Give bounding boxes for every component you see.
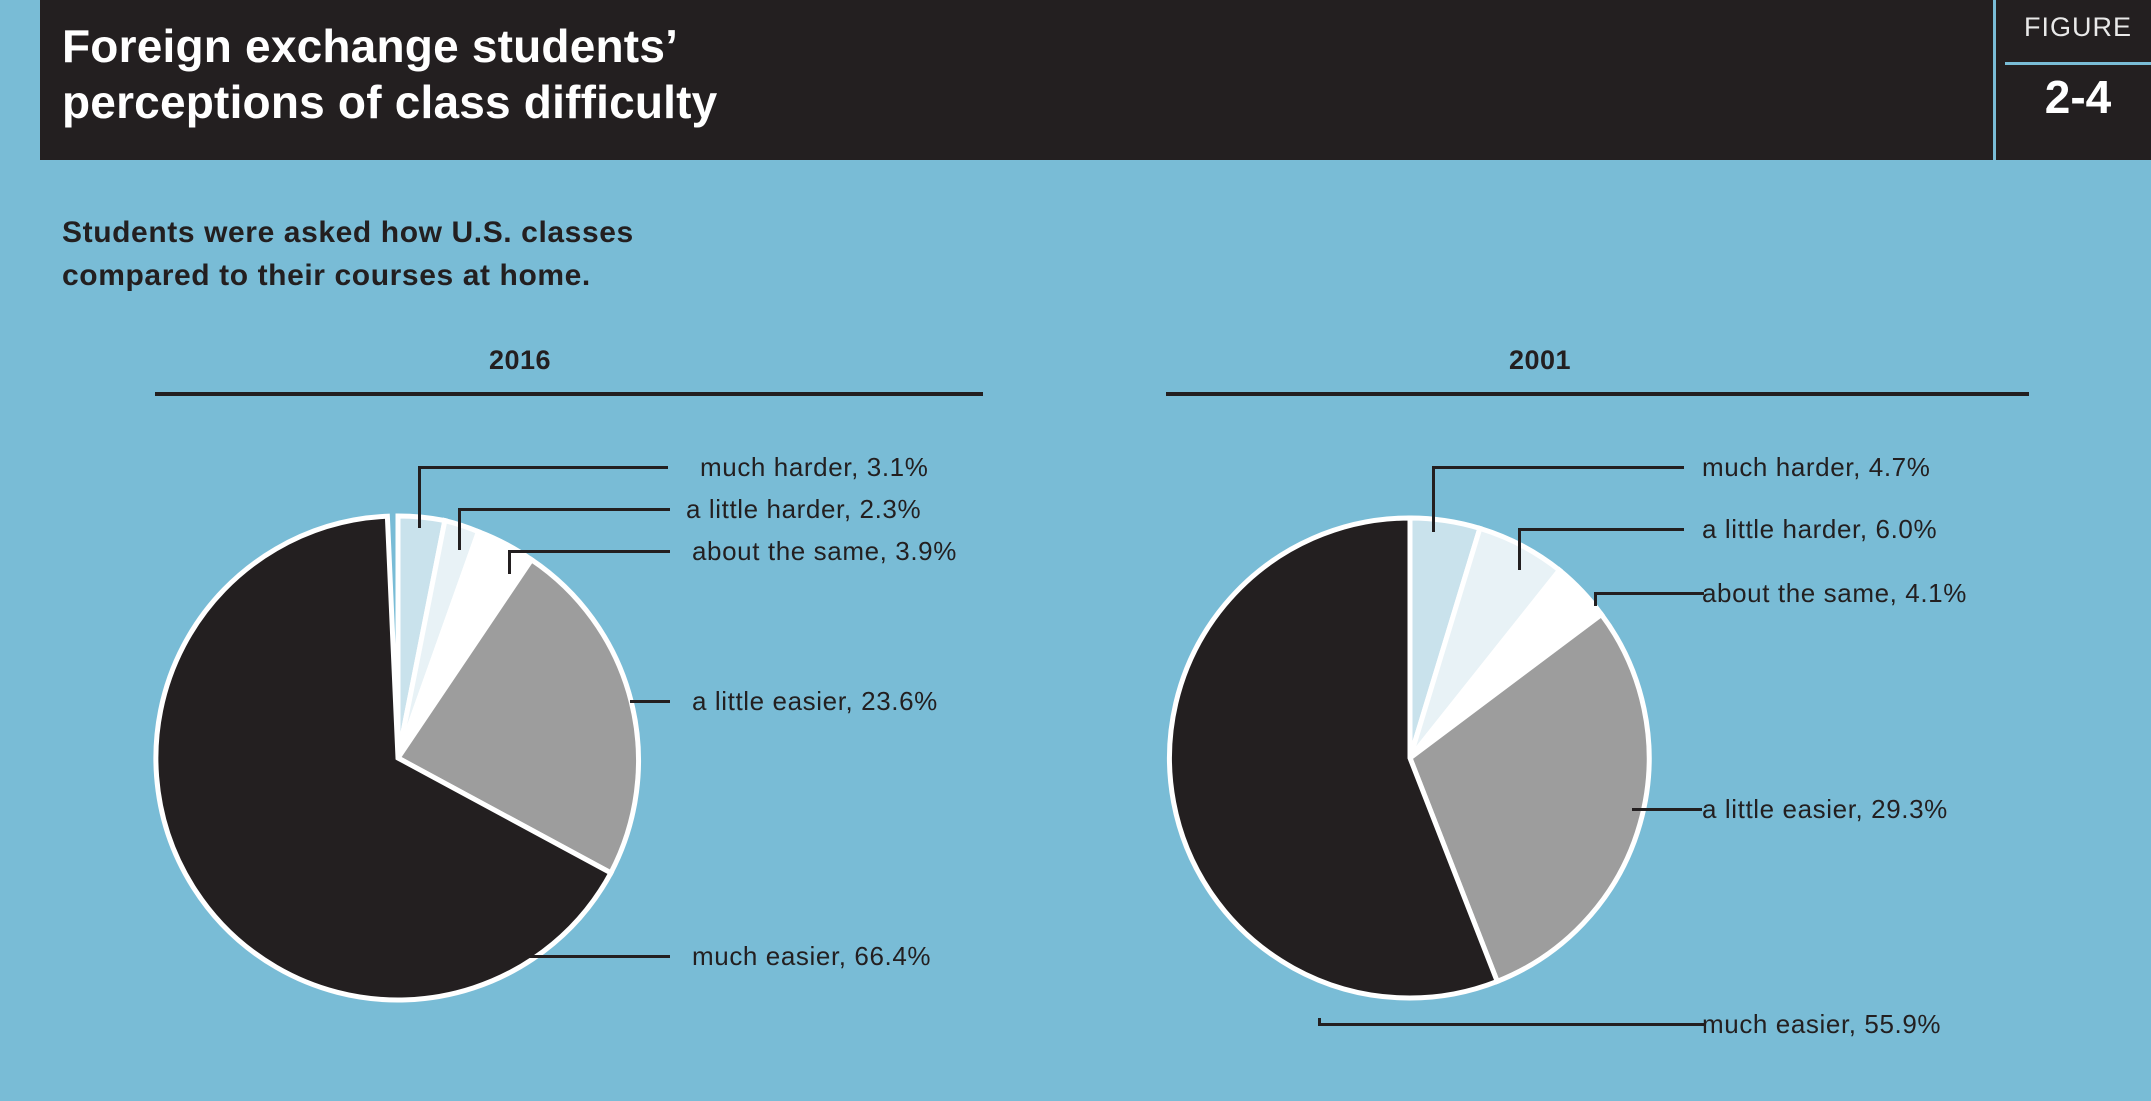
leader-much-harder-2001 (1432, 466, 1435, 532)
leader-about-the-same-h-2001 (1594, 592, 1704, 595)
pie-chart-2001 (1142, 490, 1682, 1030)
panel-rule-2016 (155, 392, 983, 396)
label-much-harder-2016: much harder, 3.1% (700, 452, 929, 482)
leader-a-little-harder-h-2016 (458, 508, 670, 511)
label-much-harder-2001: much harder, 4.7% (1702, 452, 1931, 482)
label-a-little-harder-2016: a little harder, 2.3% (686, 494, 922, 524)
panel-title-2001: 2001 (1508, 345, 1572, 375)
label-much-easier-2016: much easier, 66.4% (692, 941, 932, 971)
leader-much-easier-h-2001 (1318, 1023, 1704, 1026)
label-much-easier-2001: much easier, 55.9% (1702, 1009, 1942, 1039)
subtitle-line1: Students were asked how U.S. classes (62, 216, 634, 249)
page-title (62, 18, 1962, 130)
leader-much-harder-2016 (418, 466, 421, 528)
figure-number: 2-4 (2044, 71, 2112, 123)
leader-a-little-harder-h-2001 (1518, 528, 1684, 531)
label-a-little-easier-2016: a little easier, 23.6% (692, 686, 938, 716)
leader-about-the-same-h-2016 (508, 550, 670, 553)
leader-a-little-easier-2001 (1632, 808, 1702, 811)
leader-much-easier-2016 (520, 955, 670, 958)
leader-a-little-harder-2016 (458, 508, 461, 550)
leader-a-little-easier-2016 (630, 700, 670, 703)
label-a-little-harder-2001: a little harder, 6.0% (1702, 514, 1938, 544)
figure-divider (1993, 0, 1996, 160)
label-about-the-same-2001: about the same, 4.1% (1702, 578, 1967, 608)
figure-rule (2005, 62, 2151, 65)
leader-a-little-harder-2001 (1518, 528, 1521, 570)
subtitle (62, 212, 634, 297)
leader-much-harder-h-2016 (418, 466, 668, 469)
figure-word: FIGURE (2023, 12, 2132, 42)
page-title-line1: Foreign exchange students’ (62, 20, 679, 72)
subtitle-line2: compared to their courses at home. (62, 258, 591, 292)
label-about-the-same-2016: about the same, 3.9% (692, 536, 957, 566)
label-a-little-easier-2001: a little easier, 29.3% (1702, 794, 1948, 824)
pie-chart-2016 (130, 490, 670, 1030)
panel-title-2016: 2016 (488, 345, 552, 375)
page-title-line2: perceptions of class difficulty (62, 76, 718, 129)
leader-much-harder-h-2001 (1432, 466, 1684, 469)
leader-about-the-same-2016 (508, 550, 511, 574)
header-bar (0, 0, 2151, 160)
panel-rule-2001 (1166, 392, 2029, 396)
header-accent-stripe (0, 0, 40, 160)
